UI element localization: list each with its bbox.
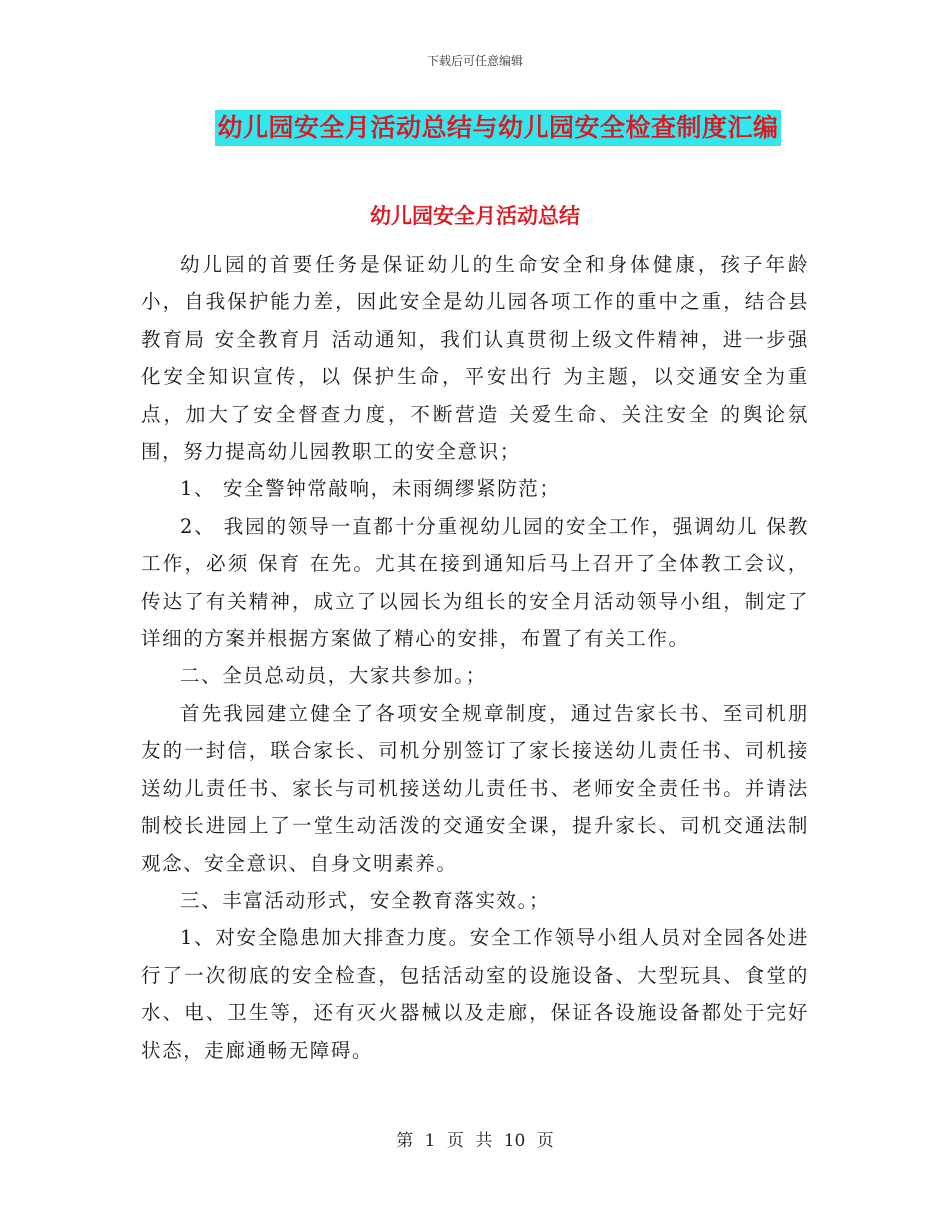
- document-body: [141, 246, 809, 1069]
- document-title: 幼儿园安全月活动总结与幼儿园安全检查制度汇编: [215, 110, 780, 146]
- page-footer: 第 1 页 共 10 页: [396, 1131, 554, 1151]
- paragraph-heading-3: 三、丰富活动形式，安全教育落实效。；: [180, 888, 551, 912]
- paragraph-item-1: 1、 安全警钟常敲响，未雨绸缪紧防范；: [180, 477, 561, 501]
- paragraph-intro: 幼儿园的首要任务是保证幼儿的生命安全和身体健康，孩子年龄小，自我保护能力差，因此安全是幼儿园各项工作的重中之重，结合县教育局 安全教育月 活动通知，我们认真贯彻上级文件精神，进一步强化安全知识宣传，以 保护生命，平安出行 为主题，以交通安全为重点，加大了安全督查力度，不断营造 关爱生命、关注安全 的舆论氛围，努力提高幼儿园教职工的安全意识；: [141, 253, 809, 464]
- paragraph-item-2: 2、 我园的领导一直都十分重视幼儿园的安全工作，强调幼儿 保教 工作，必须 保育 在先。尤其在接到通知后马上召开了全体教工会议，传达了有关精神，成立了以园长为组长的安全月活动领导小组，制定了详细的方案并根据方案做了精心的安排，布置了有关工作。: [141, 514, 809, 651]
- doc-title-container: [0, 110, 950, 146]
- header-note: 下载后可任意编辑: [426, 54, 523, 68]
- paragraph-heading-2: 二、全员总动员，大家共参加。；: [180, 664, 487, 688]
- section-title: 幼儿园安全月活动总结: [370, 204, 580, 228]
- paragraph-rules: 首先我园建立健全了各项安全规章制度，通过告家长书、至司机朋友的一封信，联合家长、司机分别签订了家长接送幼儿责任书、司机接送幼儿责任书、家长与司机接送幼儿责任书、老师安全责任书。并请法制校长进园上了一堂生动活泼的交通安全课，提升家长、司机交通法制观念、安全意识、自身文明素养。: [141, 701, 809, 875]
- paragraph-inspection: 1、对安全隐患加大排查力度。安全工作领导小组人员对全园各处进行了一次彻底的安全检查，包括活动室的设施设备、大型玩具、食堂的水、电、卫生等，还有灭火器械以及走廊，保证各设施设备都处于完好状态，走廊通畅无障碍。: [141, 926, 809, 1062]
